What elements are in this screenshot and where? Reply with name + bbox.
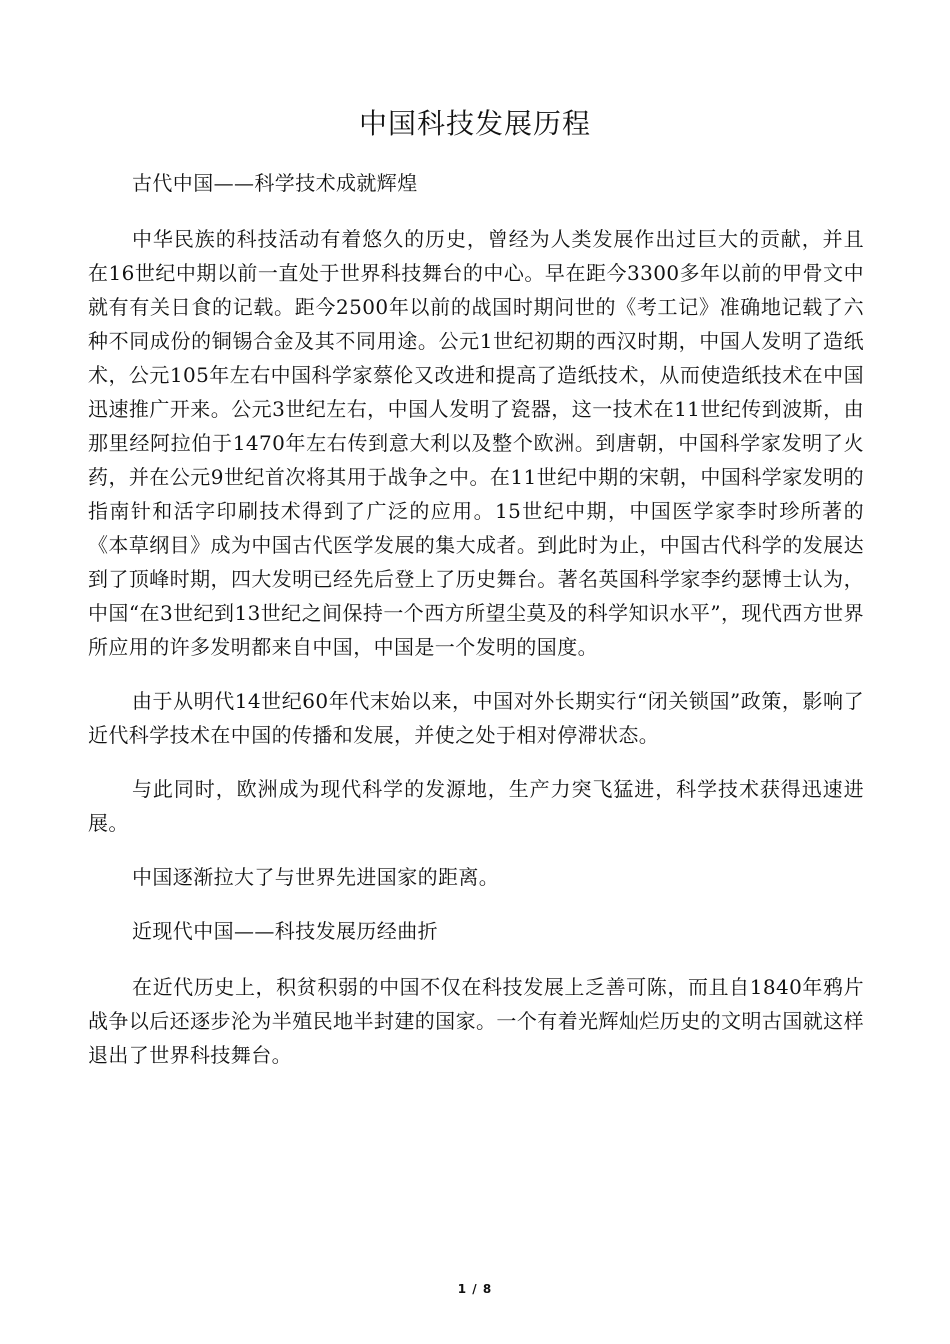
- paragraph-modern-history: 在近代历史上，积贫积弱的中国不仅在科技发展上乏善可陈，而且自1840年鸦片战争以后还逐步沦为半殖民地半封建的国家。一个有着光辉灿烂历史的文明古国就这样退出了世界科技舞台。: [88, 975, 864, 1067]
- paragraph-closed-door-policy: 由于从明代14世纪60年代末始以来，中国对外长期实行“闭关锁国”政策，影响了近代科学技术在中国的传播和发展，并使之处于相对停滞状态。: [88, 689, 864, 747]
- paragraph-widening-gap: 中国逐渐拉大了与世界先进国家的距离。: [132, 865, 500, 889]
- paragraph-ancient-achievements: 中华民族的科技活动有着悠久的历史，曾经为人类发展作出过巨大的贡献，并且在16世纪中期以前一直处于世界科技舞台的中心。早在距今3300多年以前的甲骨文中就有有关日食的记载。距今2500年以前的战国时期问世的《考工记》准确地记载了六种不同成份的铜锡合金及其不同用途。公元1世纪初期的西汉时期，中国人发明了造纸术，公元105年左右中国科学家蔡伦又改进和提高了造纸技术，从而使造纸技术在中国迅速推广开来。公元3世纪左右，中国人发明了瓷器，这一技术在11世纪传到波斯，由那里经阿拉伯于1470年左右传到意大利以及整个欧洲。到唐朝，中国科学家发明了火药，并在公元9世纪首次将其用于战争之中。在11世纪中期的宋朝，中国科学家发明的指南针和活字印刷技术得到了广泛的应用。15世纪中期，中国医学家李时珍所著的《本草纲目》成为中国古代医学发展的集大成者。到此时为止，中国古代科学的发展达到了顶峰时期，四大发明已经先后登上了历史舞台。著名英国科学家李约瑟博士认为，中国“在3世纪到13世纪之间保持一个西方所望尘莫及的科学知识水平”，现代西方世界所应用的许多发明都来自中国，中国是一个发明的国度。: [88, 227, 864, 659]
- paragraph-europe-progress: 与此同时，欧洲成为现代科学的发源地，生产力突飞猛进，科学技术获得迅速进展。: [88, 777, 864, 835]
- document-body: [88, 166, 864, 1092]
- section-heading-modern: 近现代中国——科技发展历经曲折: [132, 919, 438, 943]
- document-title: 中国科技发展历程: [358, 107, 591, 140]
- section-heading-ancient: 古代中国——科学技术成就辉煌: [132, 171, 418, 195]
- page-indicator: 1 / 8: [457, 1282, 493, 1296]
